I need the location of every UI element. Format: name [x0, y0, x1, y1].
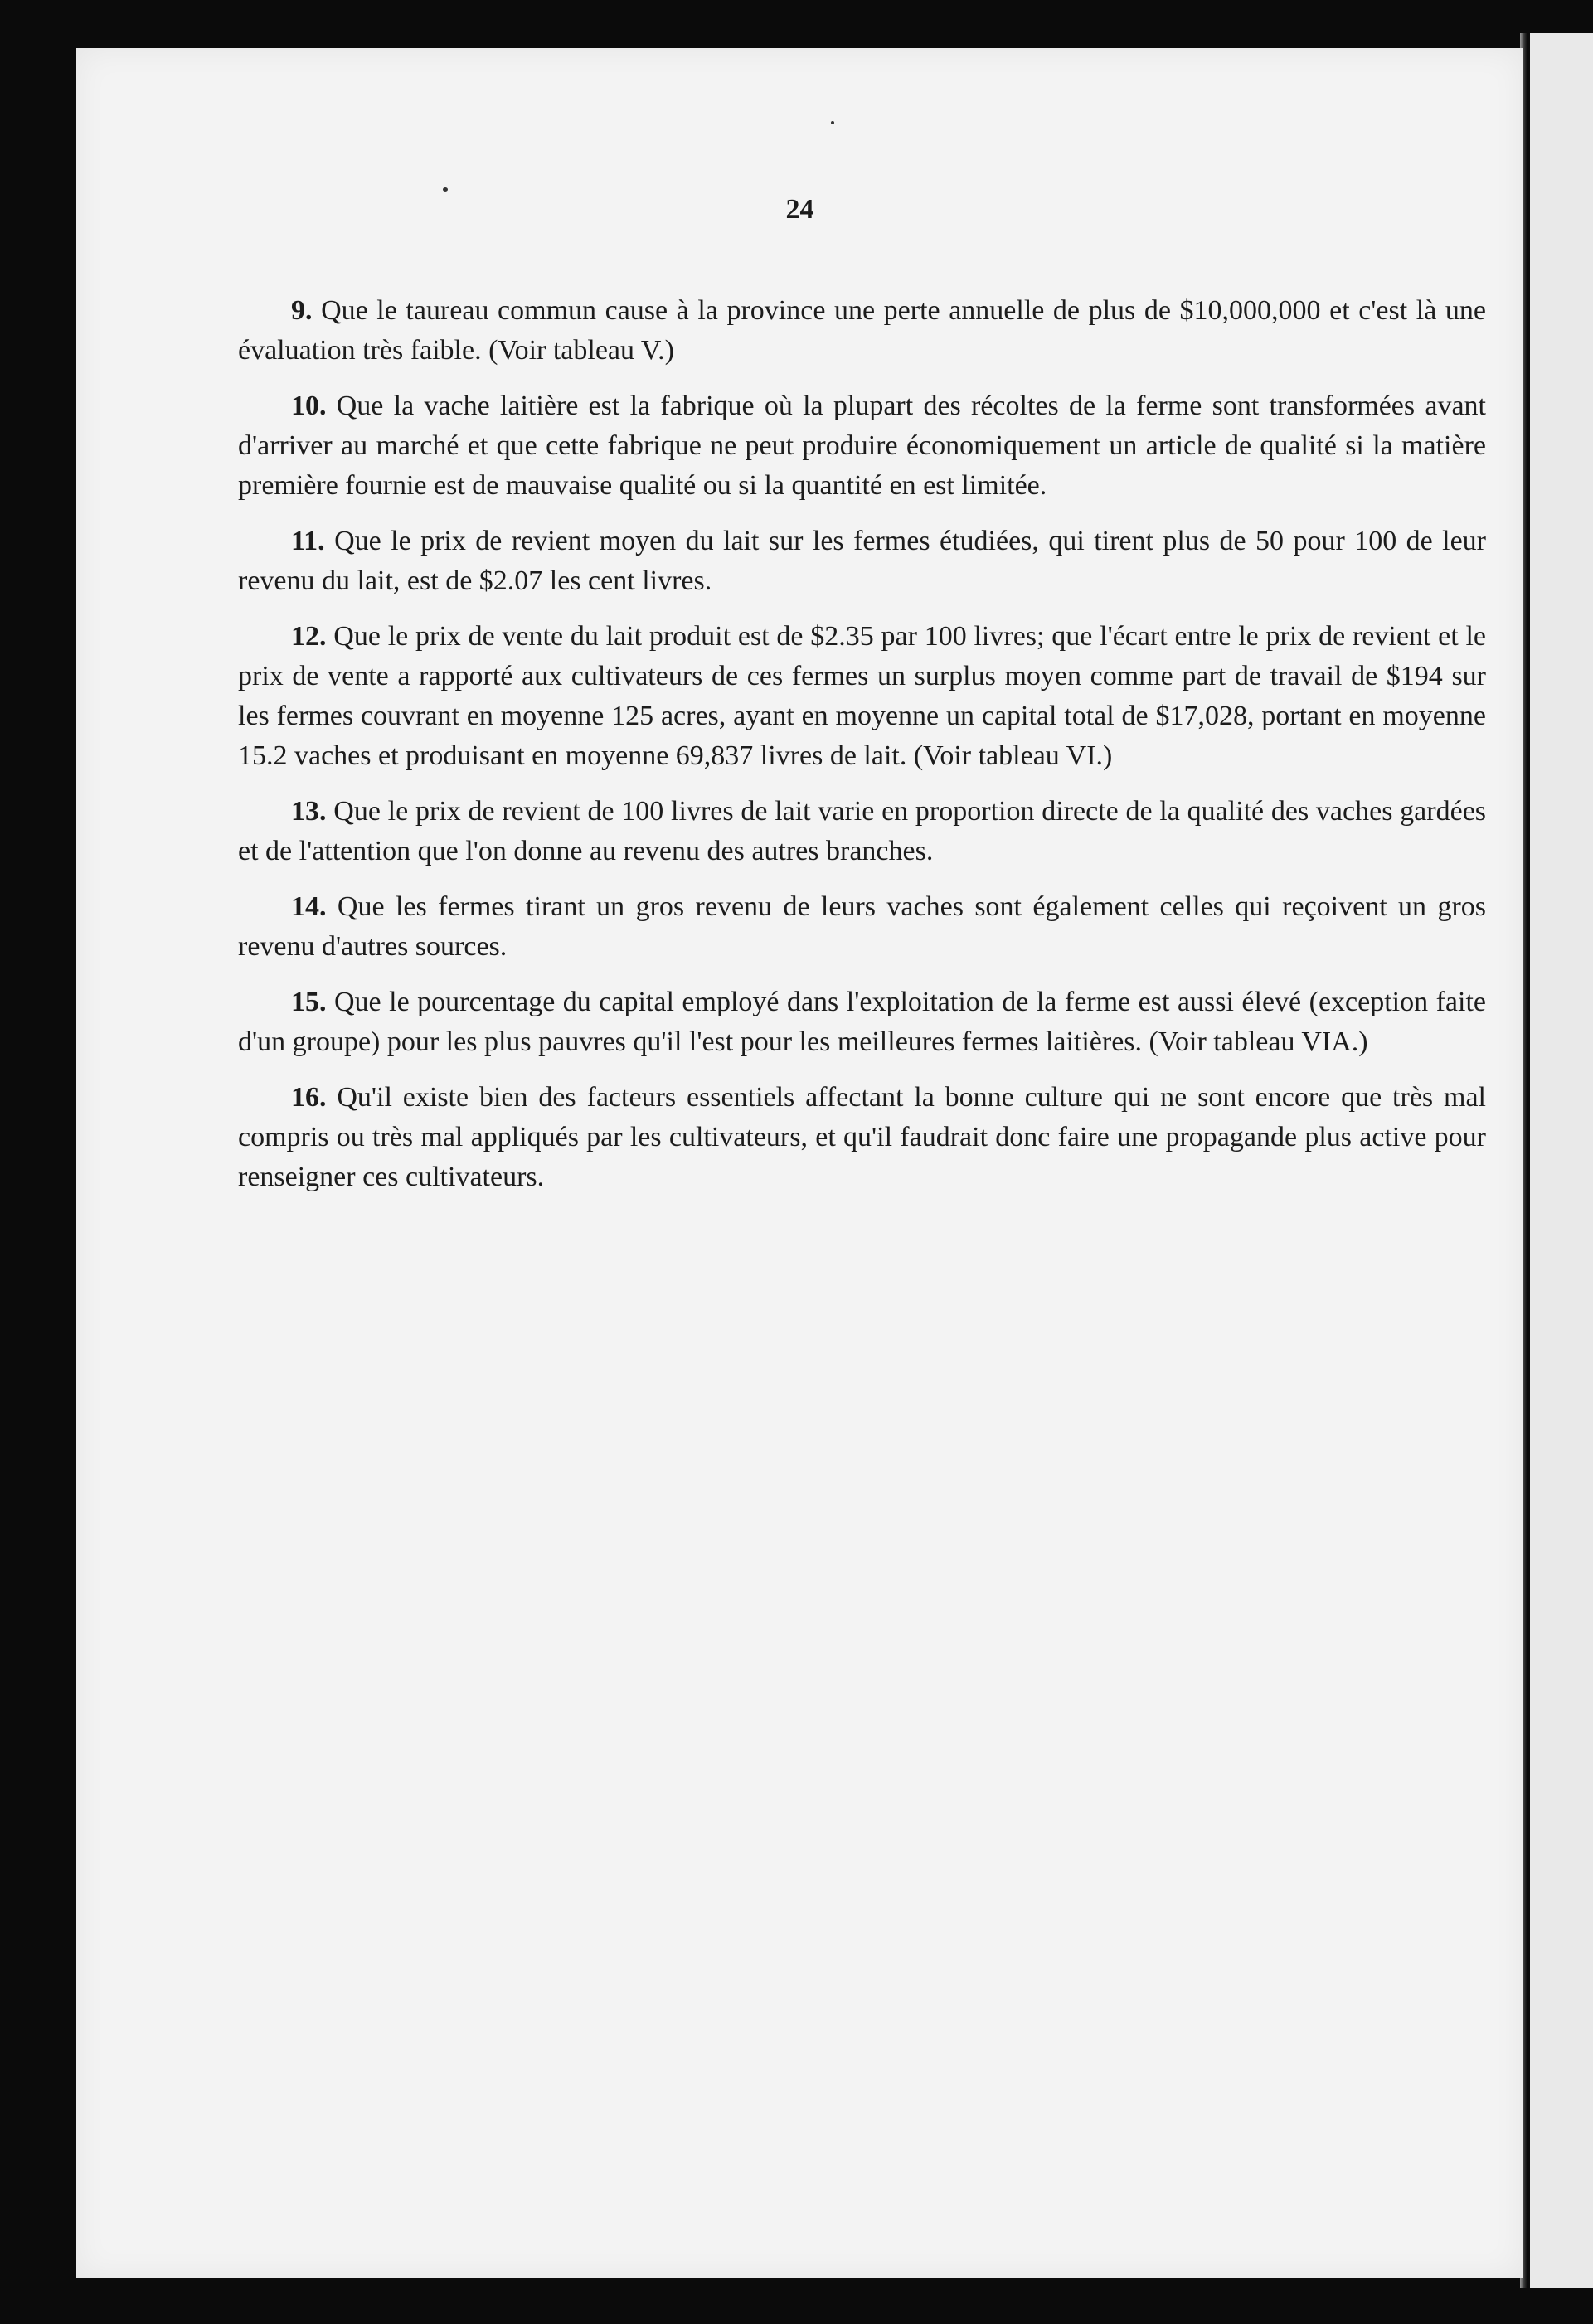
item-text: Que le prix de revient de 100 livres de lait varie en proportion directe de la qualité des vaches gardées et de l'attention que l'on donne au revenu des autres branches. [238, 796, 1487, 866]
item-text: Qu'il existe bien des facteurs essentiels affectant la bonne culture qui ne sont encore que très mal compris ou très mal appliqués par les cultivateurs, et qu'il faudrait donc faire une propagande plus active pour renseigner ces cultivateurs. [238, 1082, 1486, 1192]
item-text: Que le prix de revient moyen du lait sur les fermes étudiées, qui tirent plus de 50 pour 100 de leur revenu du lait, est de $2.07 les cent livres. [238, 526, 1487, 596]
item-number: 14. [291, 891, 327, 922]
item-number: 15. [291, 987, 327, 1017]
conclusions-list [238, 291, 1486, 1213]
print-speck [831, 121, 834, 124]
item-number: 9. [291, 295, 313, 326]
conclusion-item-13 [238, 792, 1486, 871]
item-number: 11. [291, 526, 325, 556]
conclusion-item-14 [238, 887, 1486, 967]
item-number: 13. [291, 796, 327, 827]
conclusion-item-15 [238, 982, 1486, 1062]
document-page [76, 48, 1523, 2278]
print-speck [443, 187, 448, 192]
facing-page-edge [1530, 33, 1593, 2288]
conclusion-item-9 [238, 291, 1486, 371]
page-number: 24 [785, 194, 814, 225]
item-number: 16. [291, 1082, 327, 1113]
conclusion-item-10 [238, 386, 1486, 506]
conclusion-item-11 [238, 522, 1486, 601]
item-text: Que les fermes tirant un gros revenu de leurs vaches sont également celles qui reçoivent un gros revenu d'autres sources. [238, 891, 1486, 962]
item-number: 10. [291, 391, 327, 421]
item-text: Que le prix de vente du lait produit est de $2.35 par 100 livres; que l'écart entre le prix de revient et le prix de vente a rapporté aux cultivateurs de ces fermes un surplus moyen comme part de travail de $194 sur les fermes couvrant en moyenne 125 acres, ayant en moyenne un capital total de $17,028, portant en moyenne 15.2 vaches et produisant en moyenne 69,837 livres de lait. (Voir tableau VI.) [238, 621, 1486, 771]
conclusion-item-12 [238, 617, 1486, 776]
item-text: Que le pourcentage du capital employé dans l'exploitation de la ferme est aussi élevé (exception faite d'un groupe) pour les plus pauvres qu'il l'est pour les meilleures fermes laitières. (Voir tableau VIA.) [238, 987, 1487, 1057]
item-number: 12. [291, 621, 327, 652]
item-text: Que la vache laitière est la fabrique où la plupart des récoltes de la ferme sont transformées avant d'arriver au marché et que cette fabrique ne peut produire économiquement un article de qualité si la matière première fournie est de mauvaise qualité ou si la quantité en est limitée. [238, 391, 1486, 501]
item-text: Que le taureau commun cause à la province une perte annuelle de plus de $10,000,000 et c'est là une évaluation très faible. (Voir tableau V.) [238, 295, 1486, 366]
conclusion-item-16 [238, 1078, 1486, 1197]
